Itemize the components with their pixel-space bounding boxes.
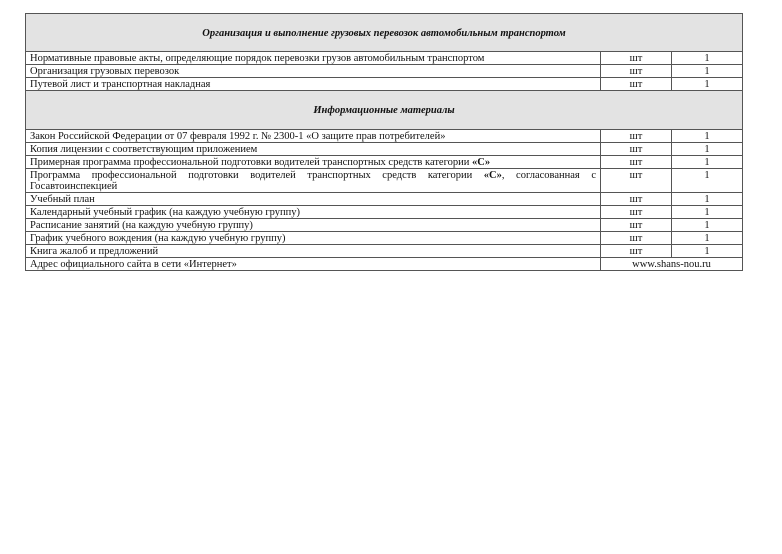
website-label: Адрес официального сайта в сети «Интернет» — [26, 258, 601, 271]
table-row — [26, 52, 743, 65]
row-name: Путевой лист и транспортная накладная — [26, 78, 601, 91]
table-row — [26, 232, 743, 245]
table-row — [26, 65, 743, 78]
row-unit: шт — [601, 219, 672, 232]
row-qty: 1 — [672, 193, 743, 206]
row-unit: шт — [601, 245, 672, 258]
category-label: «С» — [483, 170, 502, 181]
table-row — [26, 156, 743, 169]
row-name: Учебный план — [26, 193, 601, 206]
row-qty: 1 — [672, 65, 743, 78]
section-title-info: Информационные материалы — [26, 91, 743, 130]
row-unit: шт — [601, 232, 672, 245]
row-name — [26, 169, 601, 193]
row-qty: 1 — [672, 169, 743, 193]
row-unit: шт — [601, 169, 672, 193]
row-qty: 1 — [672, 219, 743, 232]
row-qty: 1 — [672, 156, 743, 169]
row-qty: 1 — [672, 206, 743, 219]
category-label: «С» — [472, 157, 491, 168]
row-name: Расписание занятий (на каждую учебную группу) — [26, 219, 601, 232]
row-unit: шт — [601, 143, 672, 156]
table-row — [26, 193, 743, 206]
website-url: www.shans-nou.ru — [601, 258, 743, 271]
row-name: График учебного вождения (на каждую учебную группу) — [26, 232, 601, 245]
row-name: Организация грузовых перевозок — [26, 65, 601, 78]
row-name — [26, 156, 601, 169]
row-qty: 1 — [672, 78, 743, 91]
table-row — [26, 78, 743, 91]
row-qty: 1 — [672, 143, 743, 156]
row-name: Календарный учебный график (на каждую учебную группу) — [26, 206, 601, 219]
row-unit: шт — [601, 65, 672, 78]
row-name-text-after: , согласованная с Госавтоинспекцией — [30, 170, 596, 192]
row-qty: 1 — [672, 232, 743, 245]
row-unit: шт — [601, 130, 672, 143]
row-unit: шт — [601, 52, 672, 65]
row-qty: 1 — [672, 52, 743, 65]
row-name-text: Программа профессиональной подготовки водителей транспортных средств категории — [30, 170, 484, 181]
table-row — [26, 169, 743, 193]
row-unit: шт — [601, 156, 672, 169]
row-unit: шт — [601, 206, 672, 219]
row-name: Нормативные правовые акты, определяющие порядок перевозки грузов автомобильным транспортом — [26, 52, 601, 65]
table-row — [26, 245, 743, 258]
row-name: Книга жалоб и предложений — [26, 245, 601, 258]
section-title-cargo: Организация и выполнение грузовых перевозок автомобильным транспортом — [26, 14, 743, 52]
row-qty: 1 — [672, 130, 743, 143]
section-header-row — [26, 91, 743, 130]
row-name: Закон Российской Федерации от 07 февраля 1992 г. № 2300-1 «О защите прав потребителей» — [26, 130, 601, 143]
table-row — [26, 219, 743, 232]
table-row — [26, 143, 743, 156]
row-qty: 1 — [672, 245, 743, 258]
row-unit: шт — [601, 78, 672, 91]
table-row — [26, 130, 743, 143]
row-name-text: Примерная программа профессиональной подготовки водителей транспортных средств категории — [30, 157, 473, 168]
row-unit: шт — [601, 193, 672, 206]
equipment-table — [25, 13, 743, 271]
table-row — [26, 206, 743, 219]
website-row — [26, 258, 743, 271]
row-name: Копия лицензии с соответствующим приложением — [26, 143, 601, 156]
section-header-row — [26, 14, 743, 52]
